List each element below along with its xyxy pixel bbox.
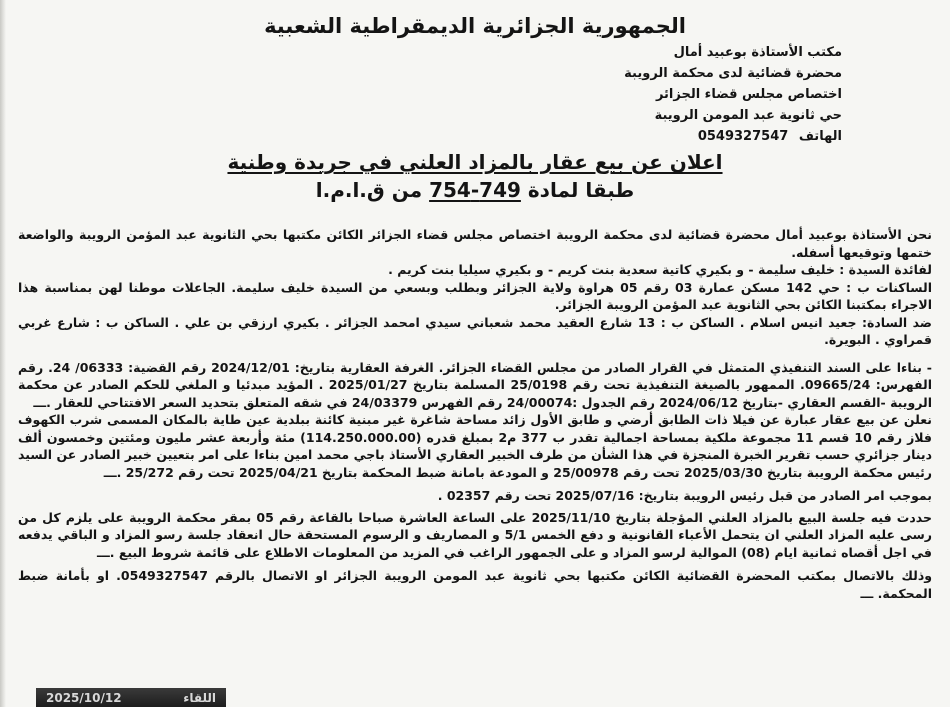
paragraph-contact: وذلك بالاتصال بمكتب المحضرة القضائية الكائن مكتبها بحي ثانوية عبد المومن الرويبة الجزائر او الاتصال بالرقم 0549327547. او بأمانة ضبط المحكمة. ـــ — [18, 568, 932, 601]
paragraph-bailiff-intro: نحن الأستاذة بوعبيد أمال محضرة قضائية لدى محكمة الرويبة اختصاص مجلس قضاء الجزائر الكائن مكتبها بحي الثانوية عبد المؤمن الرويبة والواضعة ختمها وتوقيعها أسفله. — [18, 227, 932, 260]
office-phone-line — [482, 126, 842, 147]
notice-body — [18, 226, 932, 682]
office-name: مكتب الأستاذة بوعبيد أمال — [673, 45, 842, 60]
publication-date: 2025/10/12 — [46, 690, 122, 705]
paragraph-enforcement-title: - بناءا على السند التنفيذي المتمثل في القرار الصادر من مجلس القضاء الجزائر. الغرفة العقارية بتاريخ: 2024/12/01 رقم القضية: 06333/ 24. رقم الفهرس: 09665/24. الممهور بالصيغة التنفيذية تحت رقم 25/0198 المسلمة بتاريخ 2025/01/27 . المؤيد مبدئيا و الملغي للحكم الصادر عن محكمة الرويبة -القسم العقاري -بتاريخ 2024/06/12 رقم الجدول :24/00074 رقم الفهرس 24/03379 في شقه المتعلق بتحديد السعر الافتتاحي للعقار .ـــ — [18, 359, 932, 410]
office-phone-label: الهاتف — [798, 129, 842, 144]
subtitle-suffix: من ق.ا.م.ا — [315, 178, 423, 202]
office-role: محضرة قضائية لدى محكمة الرويبة — [624, 66, 842, 81]
office-info-block — [482, 42, 842, 147]
newspaper-name: اللقاء — [183, 690, 216, 705]
subtitle-articles: 749-754 — [429, 178, 521, 202]
paragraph-beneficiaries-address: الساكنات ب : حي 142 مسكن عمارة 03 رقم 05 هراوة ولاية الجزائر وبطلب وبسعي من السيدة خليف سليمة. الجاعلات موطنا لهن بمناسبة هذا الاجراء بمكتبنا الكائن بحي الثانوية عبد المؤمن الرويبة الجزائر. — [18, 279, 932, 312]
notice-title: اعلان عن بيع عقار بالمزاد العلني في جريدة وطنية — [227, 150, 723, 174]
office-jurisdiction: اختصاص مجلس قضاء الجزائر — [655, 87, 842, 102]
scan-edge-shadow — [0, 0, 6, 707]
paragraph-defendants: ضد السادة: جعيد انيس اسلام . الساكن ب : 13 شارع العقيد محمد شعباني سيدي امحمد الجزائر . بكيري ارزقي بن علي . الساكن ب : شارع غربي قمراوي . البويرة. — [18, 314, 932, 347]
office-address: حي ثانوية عبد المومن الرويبة — [654, 108, 842, 123]
subtitle-prefix: طبقا لمادة — [527, 178, 635, 202]
paragraph-order: بموجب امر الصادر من قبل رئيس الرويبة بتاريخ: 2025/07/16 تحت رقم 02357 . — [437, 488, 932, 503]
notice-title-block — [0, 148, 950, 204]
paragraph-auction-session: حددت فيه جلسة البيع بالمزاد العلني المؤجلة بتاريخ 2025/11/10 على الساعة العاشرة صباحا بالقاعة رقم 05 بمقر محكمة الرويبة على يلزم كل من رسى عليه المزاد العلني ان يتحمل الأعباء القانونية و دفع الخمس 5/1 و المصاريف و الرسوم المستحقة حال انعقاد جلسة رسو المزاد و الباقي يدفعه في اجل أقصاه ثمانية ايام (08) الموالية لرسو المزاد و على الجمهور الراغب في المزيد من المعلومات الاطلاع على قائمة شروط البيع .ـــ — [18, 509, 932, 560]
notice-subtitle — [0, 176, 950, 204]
office-phone-number: 0549327547 — [697, 129, 789, 144]
paragraph-beneficiaries: لفائدة السيدة : خليف سليمة - و بكيري كاتية سعدية بنت كريم - و بكيري سيليا بنت كريم . — [388, 262, 932, 277]
newspaper-footer-bar — [36, 688, 226, 707]
country-header: الجمهورية الجزائرية الديمقراطية الشعبية — [264, 14, 686, 38]
paragraph-property-description: نعلن عن بيع عقار عبارة عن فيلا ذات الطابق أرضي و طابق الأول زائد مساحة شاغرة غير مبنية كائنة ببلدية عين طاية بالمكان المسمى شرب الكهوف فلاز رقم 10 قسم 11 مجموعة ملكية بمساحة اجمالية تقدر ب 377 م2 بمبلغ قدره (114.250.000.00) مئة وأربعة عشر مليون ومئتين وخمسون ألف دينار جزائري حسب تقرير الخبرة المنجزة في هذا الشأن من طرف الخبير العقاري الأستاذ باجي محمد امين بناءا على امر بتعيين خبير الصادر عن السيد رئيس محكمة الرويبة بتاريخ 2025/03/30 تحت رقم 25/00978 و المودعة بامانة ضبط المحكمة بتاريخ 2025/04/21 تحت رقم 25/272 .ـــ — [18, 412, 932, 480]
